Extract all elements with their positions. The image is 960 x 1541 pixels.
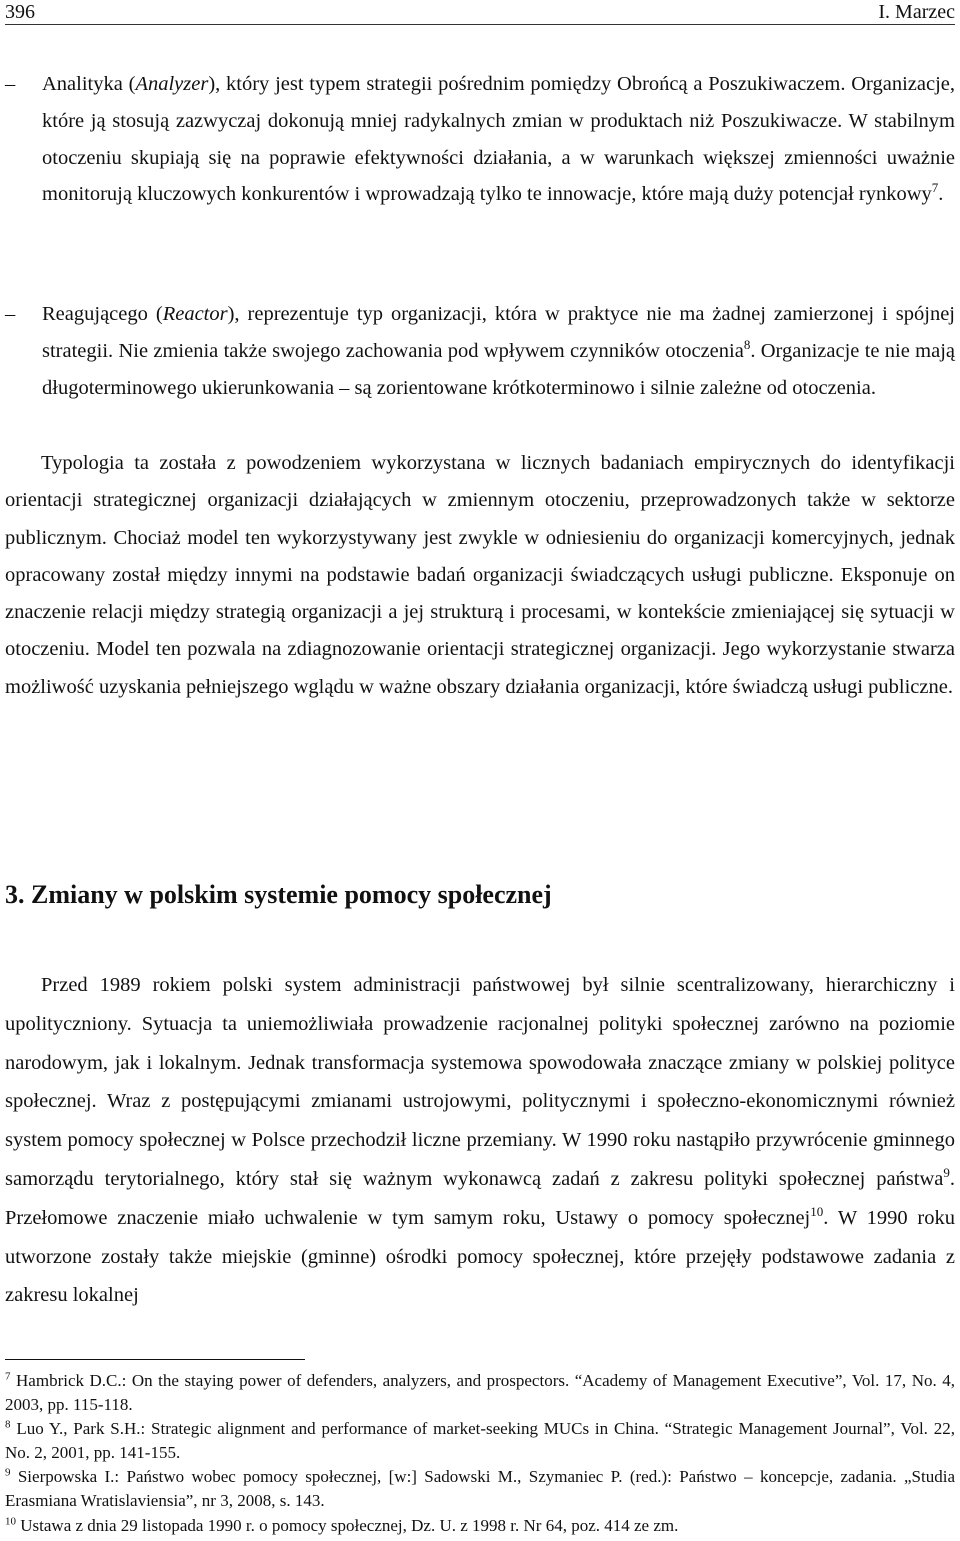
footnote-9: $^9$ Sierpowska I.: Państwo wobec pomocy społecznej, [w:] Sadowski M., Szymaniec P. (red.): Państwo – koncepcje, zadania. „Studia Erasmiana Wratislaviensia”, nr 3, 2008, s. 143. <box>5 1466 955 1511</box>
list-item-text: Analityka (Analyzer), który jest typem strategii pośrednim pomiędzy Obrońcą a Poszukiwaczem. Organizacje, które ją stosują zazwyczaj dokonują mniej radykalnych zmian w produktach niż Poszukiwacze. W stabilnym otoczeniu skupiają się na poprawie efektywności działania, a w warunkach większej zmienności uważnie monitorują kluczowych konkurentów i wprowadzają tylko te innowacje, które mają duży potencjał rynkowy$^7$. <box>42 73 955 206</box>
running-author: I. Marzec <box>878 1 955 23</box>
footnote-ref: 8 <box>743 336 751 352</box>
list-item-text: Reagującego (Reactor), reprezentuje typ organizacji, która w praktyce nie ma żadnej zamierzonej i spójnej strategii. Nie zmienia także swojego zachowania pod wpływem czynników otoczenia$^8$. Organizacje te nie mają długoterminowego ukierunkowania – są zorientowane krótkoterminowo i silnie zależne od otoczenia. <box>42 303 955 399</box>
footnote-ref: 9 <box>943 1165 950 1181</box>
footnote-number: 7 <box>5 1370 11 1383</box>
footnote-number: 10 <box>5 1514 16 1527</box>
running-header <box>5 0 955 25</box>
footnote-10: $^{10}$ Ustawa z dnia 29 listopada 1990 r. o pomocy społecznej, Dz. U. z 1998 r. Nr 64, poz. 414 ze zm. <box>5 1514 679 1535</box>
footnote-ref: 7 <box>931 180 939 196</box>
paragraph-typology: Typologia ta została z powodzeniem wykorzystana w licznych badaniach empirycznych do identyfikacji orientacji strategicznej organizacji działających w zmiennym otoczeniu, przeprowadzonych także w sektorze publicznym. Chociaż model ten wykorzystywany jest zwykle w odniesieniu do organizacji komercyjnych, jednak opracowany został między innymi na podstawie badań organizacji świadczących usługi publiczne. Eksponuje on znaczenie relacji między strategią organizacji a jej strukturą i procesami, w kontekście zmieniającej się sytuacji w otoczeniu. Model ten pozwala na zdiagnozowanie orientacji strategicznej organizacji. Jego wykorzystanie stwarza możliwość uzyskania pełniejszego wglądu w ważne obszary działania organizacji, które świadczą usługi publiczne. <box>5 452 955 698</box>
footnote-number: 9 <box>5 1466 11 1479</box>
footnote-number: 8 <box>5 1418 11 1431</box>
footnote-ref: 10 <box>810 1203 824 1219</box>
italic-term: Analyzer <box>135 73 209 95</box>
paragraph-section-3: Przed 1989 rokiem polski system administracji państwowej był silnie scentralizowany, hierarchiczny i upolityczniony. Sytuacja ta uniemożliwiała prowadzenie racjonalnej polityki społecznej zarówno na poziomie narodowym, jak i lokalnym. Jednak transformacja systemowa spowodowała znaczące zmiany w polskiej polityce społecznej. Wraz z postępującymi zmianami ustrojowymi, politycznymi i społeczno-ekonomicznymi również system pomocy społecznej w Polsce przechodził liczne przemiany. W 1990 roku nastąpiło przywrócenie gminnego samorządu terytorialnego, który stał się ważnym wykonawcą zadań z zakresu polityki społecznej państwa$^9$. Przełomowe znaczenie miało uchwalenie w tym samym roku, Ustawy o pomocy społecznej$^{10}$. W 1990 roku utworzone zostały także miejskie (gminne) ośrodki pomocy społecznej, które przejęły podstawowe zadania z zakresu lokalnej <box>5 974 956 1307</box>
list-dash-marker: – <box>5 73 16 95</box>
list-dash-marker: – <box>5 303 16 325</box>
list-item-analyzer <box>5 66 955 213</box>
list-item-reactor <box>5 296 955 406</box>
footnote-8: $^8$ Luo Y., Park S.H.: Strategic alignment and performance of market-seeking MUCs in China. “Strategic Management Journal”, Vol. 22, No. 2, 2001, pp. 141-155. <box>5 1418 955 1463</box>
footnotes <box>5 1369 955 1538</box>
section-heading: 3. Zmiany w polskim systemie pomocy społecznej <box>5 880 552 909</box>
page-number: 396 <box>5 1 35 23</box>
italic-term: Reactor <box>162 303 228 325</box>
footnote-separator <box>5 1359 305 1360</box>
footnote-7: $^7$ Hambrick D.C.: On the staying power of defenders, analyzers, and prospectors. “Academy of Management Executive”, Vol. 17, No. 4, 2003, pp. 115-118. <box>5 1370 955 1415</box>
